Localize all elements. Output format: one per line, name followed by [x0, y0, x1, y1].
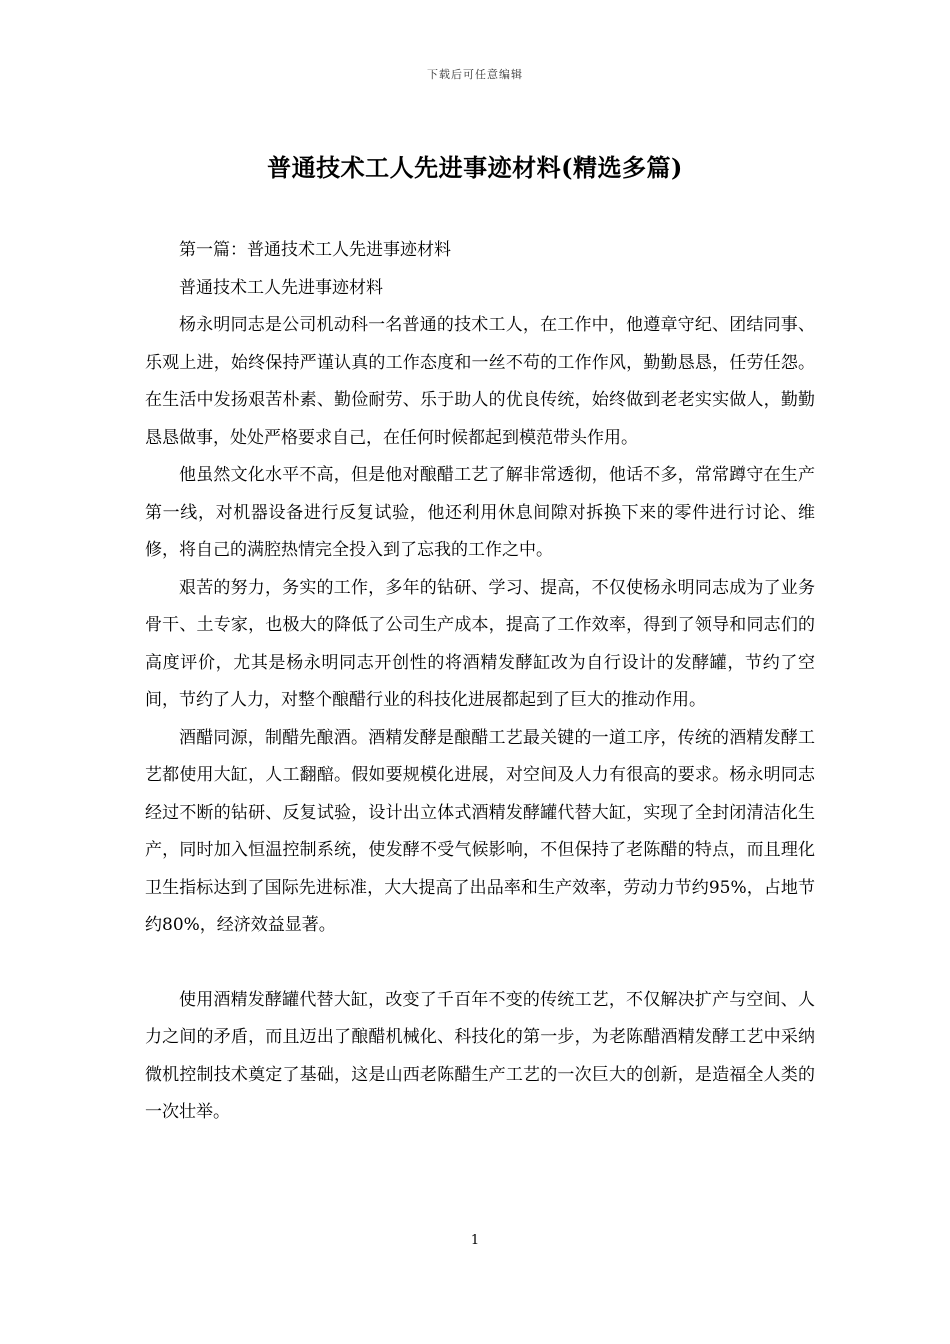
document-body — [145, 232, 815, 1132]
page-number: 1 — [470, 1233, 480, 1248]
paragraph: 使用酒精发酵罐代替大缸，改变了千百年不变的传统工艺，不仅解决扩产与空间、人力之间的矛盾，而且迈出了酿醋机械化、科技化的第一步，为老陈醋酒精发酵工艺中采纳微机控制技术奠定了基础，这是山西老陈醋生产工艺的一次巨大的创新，是造福全人类的一次壮举。 — [145, 989, 815, 1122]
paragraph: 艰苦的努力，务实的工作，多年的钻研、学习、提高，不仅使杨永明同志成为了业务骨干、土专家，也极大的降低了公司生产成本，提高了工作效率，得到了领导和同志们的高度评价，尤其是杨永明同志开创性的将酒精发酵缸改为自行设计的发酵罐，节约了空间，节约了人力，对整个酿醋行业的科技化进展都起到了巨大的推动作用。 — [145, 577, 815, 710]
document-title: 普通技术工人先进事迹材料(精选多篇) — [267, 153, 683, 182]
paragraph: 酒醋同源，制醋先酿酒。酒精发酵是酿醋工艺最关键的一道工序，传统的酒精发酵工艺都使用大缸，人工翻醅。假如要规模化进展，对空间及人力有很高的要求。杨永明同志经过不断的钻研、反复试验，设计出立体式酒精发酵罐代替大缸，实现了全封闭清洁化生产，同时加入恒温控制系统，使发酵不受气候影响，不但保持了老陈醋的特点，而且理化卫生指标达到了国际先进标准，大大提高了出品率和生产效率，劳动力节约95%，占地节约80%，经济效益显著。 — [145, 727, 815, 935]
paragraph: 杨永明同志是公司机动科一名普通的技术工人，在工作中，他遵章守纪、团结同事、乐观上进，始终保持严谨认真的工作态度和一丝不苟的工作作风，勤勤恳恳，任劳任怨。在生活中发扬艰苦朴素、勤俭耐劳、乐于助人的优良传统，始终做到老老实实做人，勤勤恳恳做事，处处严格要求自己，在任何时候都起到模范带头作用。 — [145, 315, 815, 448]
paragraph: 他虽然文化水平不高，但是他对酿醋工艺了解非常透彻，他话不多，常常蹲守在生产第一线，对机器设备进行反复试验，他还利用休息间隙对拆换下来的零件进行讨论、维修，将自己的满腔热情完全投入到了忘我的工作之中。 — [145, 465, 815, 560]
subtitle: 普通技术工人先进事迹材料 — [179, 277, 383, 298]
section-heading: 第一篇：普通技术工人先进事迹材料 — [179, 240, 451, 260]
header-note: 下载后可任意编辑 — [427, 68, 523, 81]
